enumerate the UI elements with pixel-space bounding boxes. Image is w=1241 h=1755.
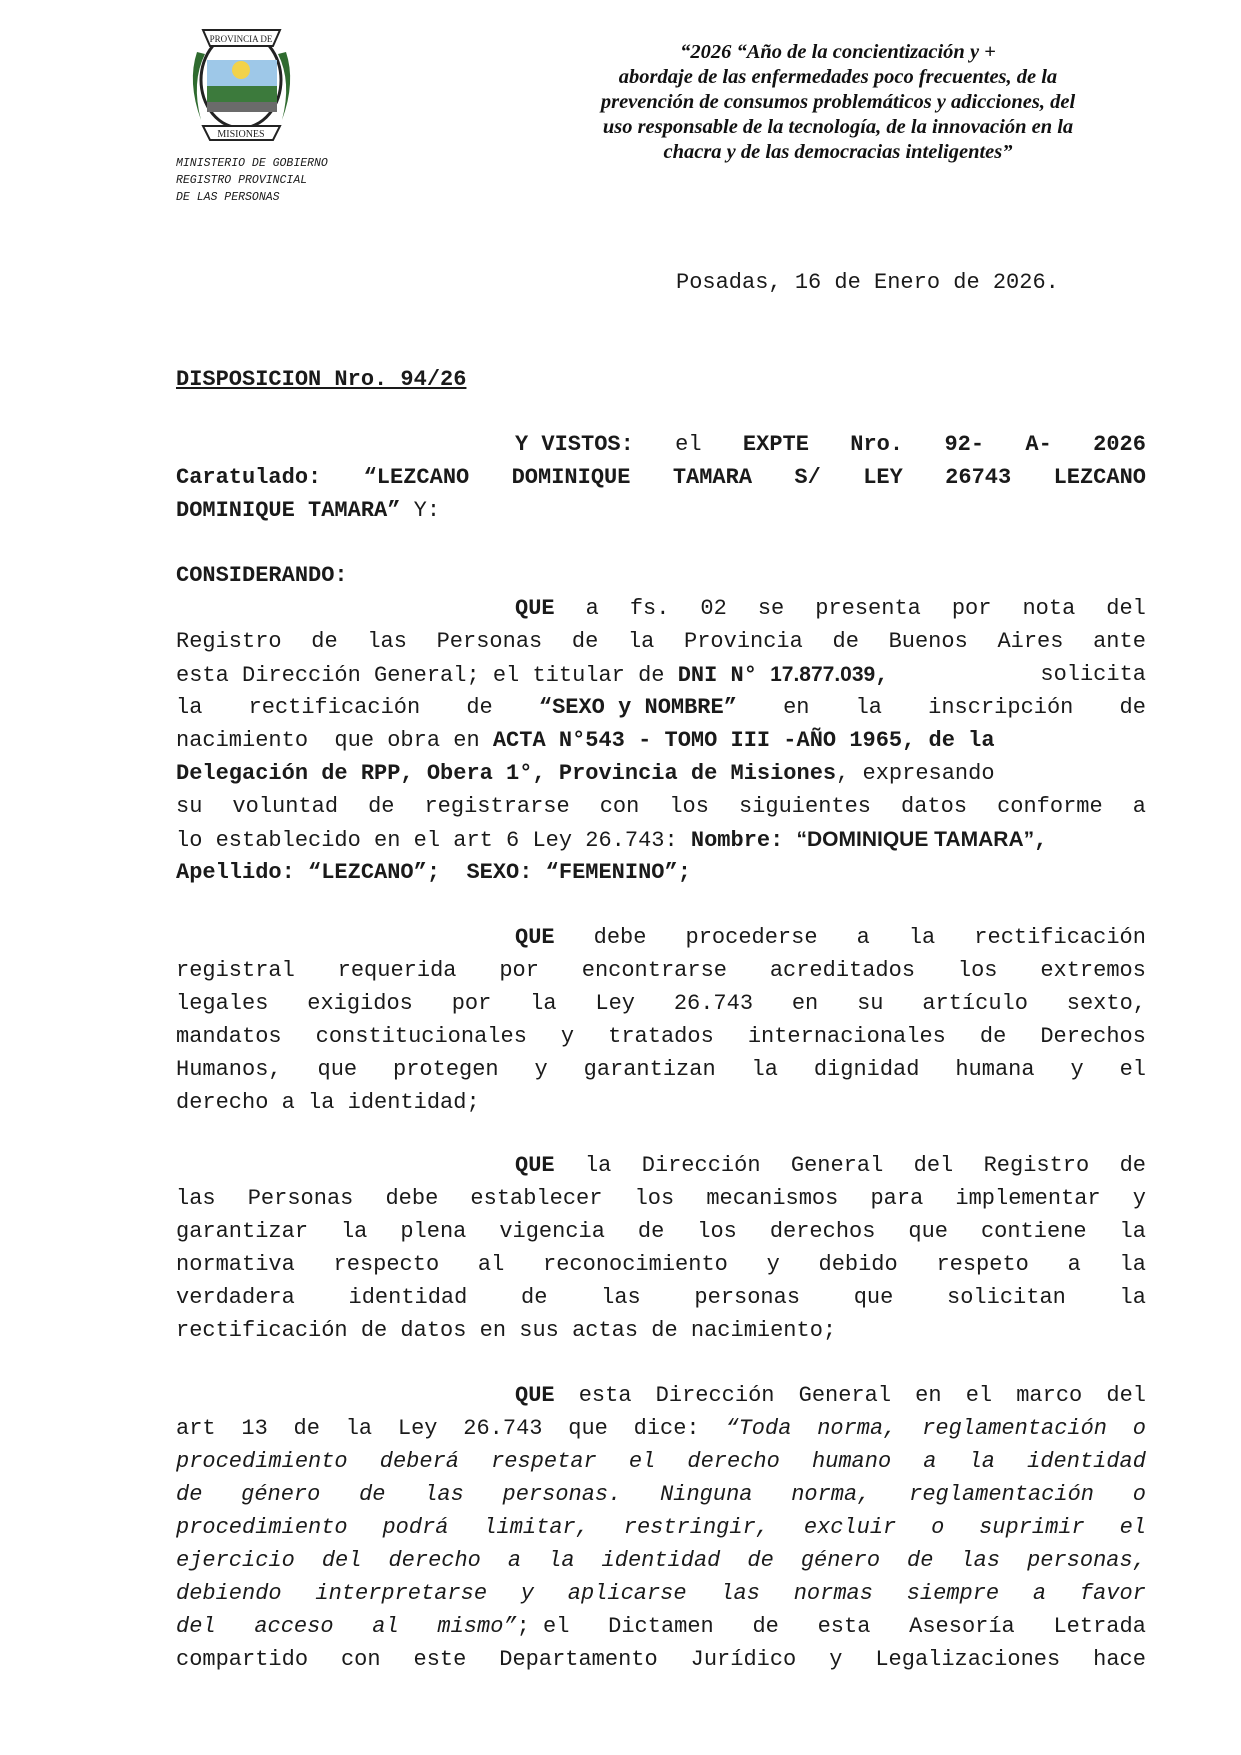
word: y: [534, 1057, 548, 1082]
word: en: [915, 1383, 942, 1408]
word: Dirección: [655, 1383, 775, 1408]
word: dice:: [633, 1416, 700, 1441]
word: la: [1119, 1285, 1146, 1310]
word: las: [367, 629, 407, 654]
word: del: [176, 1614, 216, 1639]
word: a: [923, 1449, 937, 1474]
word: a: [856, 925, 870, 950]
word: y: [520, 1581, 534, 1606]
word: de: [571, 629, 599, 654]
word: la: [908, 925, 936, 950]
word: “Toda: [725, 1416, 792, 1441]
que-label: QUE: [515, 596, 555, 621]
word: de: [637, 1219, 665, 1244]
caratulado-line: [176, 462, 1146, 494]
word: del: [321, 1548, 362, 1573]
word: TAMARA: [672, 465, 753, 490]
slogan-line: “2026 “Año de la concientización y +: [680, 41, 996, 63]
ministry-line: MINISTERIO DE GOBIERNO: [176, 157, 328, 170]
word: género: [241, 1482, 321, 1507]
word: Personas: [247, 1186, 354, 1211]
p3-line-5: [176, 1282, 1146, 1314]
p1-line-2: [176, 626, 1146, 658]
word: Asesoría: [909, 1614, 1015, 1639]
nombre-value: “DOMINIQUE TAMARA”: [796, 828, 1035, 851]
word: de: [979, 1024, 1007, 1049]
word: el: [1119, 1515, 1146, 1540]
word: siempre: [906, 1581, 1000, 1606]
punct: ;: [677, 860, 691, 885]
word: datos: [901, 794, 968, 819]
word: debe: [593, 925, 647, 950]
word: y: [1070, 1057, 1084, 1082]
p4-line-6: [176, 1545, 1146, 1577]
crest-text-top: PROVINCIA DE: [209, 34, 273, 44]
slogan-line: abordaje de las enfermedades poco frecuentes, de la: [618, 66, 1058, 88]
word: respecto: [333, 1252, 440, 1277]
word: mandatos: [176, 1024, 282, 1049]
word: o: [1132, 1482, 1146, 1507]
word: al: [477, 1252, 505, 1277]
word: solicitan: [947, 1285, 1066, 1310]
word: acceso: [254, 1614, 334, 1639]
word: la: [345, 1416, 373, 1441]
word: que: [317, 1057, 358, 1082]
word: esta: [578, 1383, 632, 1408]
word: acreditados: [769, 958, 916, 983]
word: implementar: [955, 1186, 1101, 1211]
word: que: [568, 1416, 608, 1441]
word: internacionales: [747, 1024, 946, 1049]
word: de: [907, 1548, 934, 1573]
word: sexto,: [1066, 991, 1146, 1016]
sexo-value: SEXO: “FEMENINO”: [466, 860, 678, 885]
acta-reference: ACTA N°543 - TOMO III -AÑO 1965, de la: [492, 728, 995, 753]
word: exigidos: [307, 991, 413, 1016]
word: de: [293, 1416, 320, 1441]
word: derechos: [769, 1219, 876, 1244]
word: procedimiento: [176, 1449, 348, 1474]
word: en: [783, 695, 810, 720]
word: 13: [241, 1416, 268, 1441]
word: de: [521, 1285, 548, 1310]
dni-label: DNI N°: [677, 663, 757, 688]
word: identidad: [601, 1548, 721, 1573]
word: Registro: [176, 629, 282, 654]
dni-number: 17.877.039: [770, 663, 876, 686]
word: a: [585, 596, 599, 621]
text-run: esta Dirección General; el titular de: [176, 663, 678, 688]
word: garantizan: [583, 1057, 716, 1082]
word: marco: [1016, 1383, 1083, 1408]
word: personas,: [1027, 1548, 1146, 1573]
word: la: [584, 1153, 612, 1178]
word: Nro.: [850, 432, 904, 457]
province-crest-logo: [183, 22, 300, 148]
word: inscripción: [928, 695, 1074, 720]
word: “LEZCANO: [363, 465, 470, 490]
word: conforme: [997, 794, 1103, 819]
que-label: QUE: [515, 1383, 555, 1408]
slogan-line: prevención de consumos problemáticos y adicciones, del: [600, 91, 1076, 113]
word: que: [908, 1219, 948, 1244]
word: LEY: [863, 465, 903, 490]
word: de: [176, 1482, 203, 1507]
word: verdadera: [176, 1285, 295, 1310]
ministry-line: DE LAS PERSONAS: [176, 191, 280, 204]
word: o: [931, 1515, 945, 1540]
word: limitar,: [483, 1515, 589, 1540]
nombre-label: Nombre:: [690, 828, 784, 853]
word: humana: [955, 1057, 1035, 1082]
word: la: [627, 629, 655, 654]
word: de: [368, 794, 395, 819]
word: de: [832, 629, 859, 654]
word: rectificación: [248, 695, 421, 720]
word: Dictamen: [608, 1614, 714, 1639]
p2-line-6: derecho a la identidad;: [176, 1090, 480, 1115]
p2-line-4: [176, 1021, 1146, 1053]
p2-line-1: [515, 922, 1146, 954]
word: reconocimiento: [543, 1252, 728, 1277]
word: las: [601, 1285, 641, 1310]
word: compartido: [176, 1647, 309, 1672]
word: debe: [385, 1186, 439, 1211]
p4-line-5: [176, 1512, 1146, 1544]
word: norma,: [817, 1416, 897, 1441]
word: la: [968, 1449, 996, 1474]
word: la: [1119, 1219, 1146, 1244]
word: contiene: [980, 1219, 1087, 1244]
p1-line-8: [176, 824, 1146, 857]
vistos-line: [515, 429, 1146, 461]
word: Ley: [397, 1416, 438, 1441]
word: 02: [700, 596, 727, 621]
word: al: [372, 1614, 399, 1639]
word: de: [359, 1482, 386, 1507]
p1-line-9: [176, 857, 1146, 889]
year-slogan: [500, 40, 1176, 165]
word: norma,: [791, 1482, 871, 1507]
word: del: [1106, 1383, 1146, 1408]
punct: ,: [875, 663, 889, 688]
word: extremos: [1040, 958, 1146, 983]
word: 26743: [945, 465, 1012, 490]
word: por: [951, 596, 992, 621]
expte-label: EXPTE: [742, 432, 809, 457]
word: favor: [1079, 1581, 1146, 1606]
word: Dirección: [641, 1153, 761, 1178]
word: Letrada: [1053, 1614, 1146, 1639]
word: Provincia: [684, 629, 803, 654]
word: aplicarse: [567, 1581, 687, 1606]
vistos-label: Y VISTOS:: [515, 432, 634, 457]
word: 26.743: [673, 991, 754, 1016]
word: por: [451, 991, 492, 1016]
word: dignidad: [813, 1057, 920, 1082]
word: tratados: [608, 1024, 714, 1049]
word: nota: [1022, 596, 1076, 621]
word: registrarse: [424, 794, 570, 819]
expte-year: 2026: [1093, 432, 1146, 457]
word: suprimir: [979, 1515, 1085, 1540]
p1-line-1: [515, 593, 1146, 625]
word: derecho: [388, 1548, 481, 1573]
word: Personas: [436, 629, 543, 654]
word: del: [913, 1153, 954, 1178]
punct: ,: [1034, 828, 1048, 853]
word: la: [176, 695, 203, 720]
word: rectificación: [974, 925, 1146, 950]
p4-line-3: [176, 1446, 1146, 1478]
word: encontrarse: [581, 958, 727, 983]
word: el: [1119, 1057, 1146, 1082]
word: reglamentación: [922, 1416, 1108, 1441]
word: deberá: [379, 1449, 459, 1474]
word: Ley: [595, 991, 635, 1016]
p3-line-6: rectificación de datos en sus actas de nacimiento;: [176, 1318, 837, 1343]
word: las: [176, 1186, 216, 1211]
word: fs.: [629, 596, 670, 621]
caratulado-line-end: [176, 495, 1146, 527]
word: solicita: [1040, 662, 1146, 687]
word: a: [1132, 794, 1146, 819]
word: y: [766, 1252, 780, 1277]
word: este: [413, 1647, 467, 1672]
word: LEZCANO: [1053, 465, 1146, 490]
word: General: [790, 1153, 884, 1178]
word: su: [176, 794, 203, 819]
word: las: [720, 1581, 760, 1606]
word: el: [965, 1383, 993, 1408]
text-run: lo establecido en el art 6 Ley 26.743:: [176, 828, 691, 853]
p4-line-7: [176, 1578, 1146, 1610]
word: debido: [818, 1252, 898, 1277]
word: General: [798, 1383, 892, 1408]
ministry-block: [176, 155, 328, 206]
word: Humanos,: [176, 1057, 282, 1082]
word: la: [1119, 1252, 1146, 1277]
word: garantizar: [176, 1219, 309, 1244]
word: normas: [793, 1581, 873, 1606]
ministry-line: REGISTRO PROVINCIAL: [176, 174, 308, 187]
word: artículo: [922, 991, 1028, 1016]
p4-line-8: [176, 1611, 1146, 1643]
p1-line-4: [176, 692, 1146, 724]
word: de: [311, 629, 338, 654]
word: de: [1119, 1153, 1146, 1178]
p3-line-3: [176, 1216, 1146, 1248]
disposition-title: DISPOSICION Nro. 94/26: [176, 367, 467, 392]
word: ejercicio: [176, 1548, 295, 1573]
word: de: [466, 695, 493, 720]
word: Derechos: [1040, 1024, 1146, 1049]
word: voluntad: [232, 794, 339, 819]
word: podrá: [382, 1515, 449, 1540]
word: 26.743: [463, 1416, 543, 1441]
p4-line-2: [176, 1413, 1146, 1445]
word: a: [1067, 1252, 1081, 1277]
word: procederse: [685, 925, 818, 950]
p4-line-4: [176, 1479, 1146, 1511]
slogan-line: uso responsable de la tecnología, de la innovación en la: [602, 116, 1074, 138]
word: de: [747, 1548, 774, 1573]
word: o: [1132, 1416, 1146, 1441]
apellido-value: Apellido: “LEZCANO”;: [176, 860, 441, 885]
word: ante: [1093, 629, 1146, 654]
p4-line-1: [515, 1380, 1146, 1412]
word: con: [340, 1647, 381, 1672]
word: protegen: [393, 1057, 499, 1082]
word: los: [957, 958, 998, 983]
word: DOMINIQUE: [511, 465, 631, 490]
word: hace: [1093, 1647, 1146, 1672]
word: plena: [400, 1219, 467, 1244]
word: Buenos: [888, 629, 968, 654]
word: del: [1106, 596, 1146, 621]
word: a: [507, 1548, 522, 1573]
word: la: [855, 695, 883, 720]
word: mecanismos: [706, 1186, 839, 1211]
word: derecho: [687, 1449, 780, 1474]
crest-text-bottom: MISIONES: [217, 129, 265, 140]
p3-line-1: [515, 1150, 1146, 1182]
word: constitucionales: [315, 1024, 527, 1049]
word: siguientes: [738, 794, 872, 819]
p4-line-9: [176, 1644, 1146, 1676]
word: el: [628, 1449, 656, 1474]
word: vigencia: [499, 1219, 605, 1244]
word: identidad: [348, 1285, 468, 1310]
p3-line-4: [176, 1249, 1146, 1281]
word: debiendo: [176, 1581, 282, 1606]
slogan-line: chacra y de las democracias inteligentes”: [663, 141, 1013, 163]
word: Aires: [997, 629, 1064, 654]
text-run: nacimiento que obra en: [176, 728, 493, 753]
word: identidad: [1027, 1449, 1146, 1474]
word: interpretarse: [315, 1581, 488, 1606]
word: las: [424, 1482, 464, 1507]
word: y: [560, 1024, 575, 1049]
word: el: [675, 432, 702, 457]
expte-number: 92-: [944, 432, 985, 457]
word: la: [340, 1219, 368, 1244]
word: legales: [176, 991, 269, 1016]
word: ; el: [516, 1614, 570, 1639]
word: su: [857, 991, 884, 1016]
word: reglamentación: [909, 1482, 1094, 1507]
word: los: [634, 1186, 675, 1211]
word: normativa: [176, 1252, 295, 1277]
word: S/: [794, 465, 821, 490]
word: Y:: [400, 498, 441, 523]
word: de: [752, 1614, 779, 1639]
word: y: [1132, 1186, 1146, 1211]
p3-line-2: [176, 1183, 1146, 1215]
p1-line-6: [176, 758, 1146, 790]
word: registral: [176, 958, 295, 983]
p2-line-3: [176, 988, 1146, 1020]
word: las: [960, 1548, 1001, 1573]
request-fields: “SEXO y NOMBRE”: [538, 695, 737, 720]
word: Legalizaciones: [875, 1647, 1061, 1672]
word: y: [829, 1647, 843, 1672]
text-run: , expresando: [836, 761, 995, 786]
word: requerida: [337, 958, 457, 983]
p1-line-7: [176, 791, 1146, 823]
word: la: [751, 1057, 778, 1082]
word: la: [548, 1548, 575, 1573]
expte-letter: A-: [1025, 432, 1052, 457]
word: con: [599, 794, 640, 819]
word: Registro: [983, 1153, 1090, 1178]
word: Jurídico: [690, 1647, 797, 1672]
word: la: [530, 991, 557, 1016]
word: procedimiento: [176, 1515, 348, 1540]
word: que: [853, 1285, 894, 1310]
word: género: [800, 1548, 881, 1573]
word: por: [499, 958, 539, 983]
word: respetar: [491, 1449, 597, 1474]
word: restringir,: [623, 1515, 769, 1540]
word: de: [1119, 695, 1146, 720]
p1-line-3: [176, 659, 1146, 692]
word: presenta: [815, 596, 921, 621]
word: los: [697, 1219, 737, 1244]
word: respeto: [936, 1252, 1029, 1277]
case-name: DOMINIQUE TAMARA”: [176, 498, 401, 523]
word: a: [1032, 1581, 1047, 1606]
date-line: Posadas, 16 de Enero de 2026.: [676, 270, 1059, 295]
que-label: QUE: [515, 925, 555, 950]
word: establecer: [470, 1186, 603, 1211]
word: se: [757, 596, 785, 621]
que-label: QUE: [515, 1153, 555, 1178]
word: personas.: [502, 1482, 622, 1507]
word: los: [669, 794, 709, 819]
p2-line-2: [176, 955, 1146, 987]
p2-line-5: [176, 1054, 1146, 1086]
word: humano: [811, 1449, 892, 1474]
delegation-reference: Delegación de RPP, Obera 1°, Provincia de Misiones: [176, 761, 837, 786]
word: esta: [817, 1614, 871, 1639]
word: Ninguna: [660, 1482, 753, 1507]
word: para: [870, 1186, 924, 1211]
word: en: [791, 991, 819, 1016]
word: personas: [694, 1285, 801, 1310]
word: excluir: [803, 1515, 897, 1540]
considerando-heading: CONSIDERANDO:: [176, 563, 348, 588]
p1-line-5: [176, 725, 1146, 757]
word: Departamento: [499, 1647, 658, 1672]
word: mismo”: [437, 1614, 517, 1639]
word: art: [176, 1416, 216, 1441]
caratulado-label: Caratulado:: [176, 465, 322, 490]
